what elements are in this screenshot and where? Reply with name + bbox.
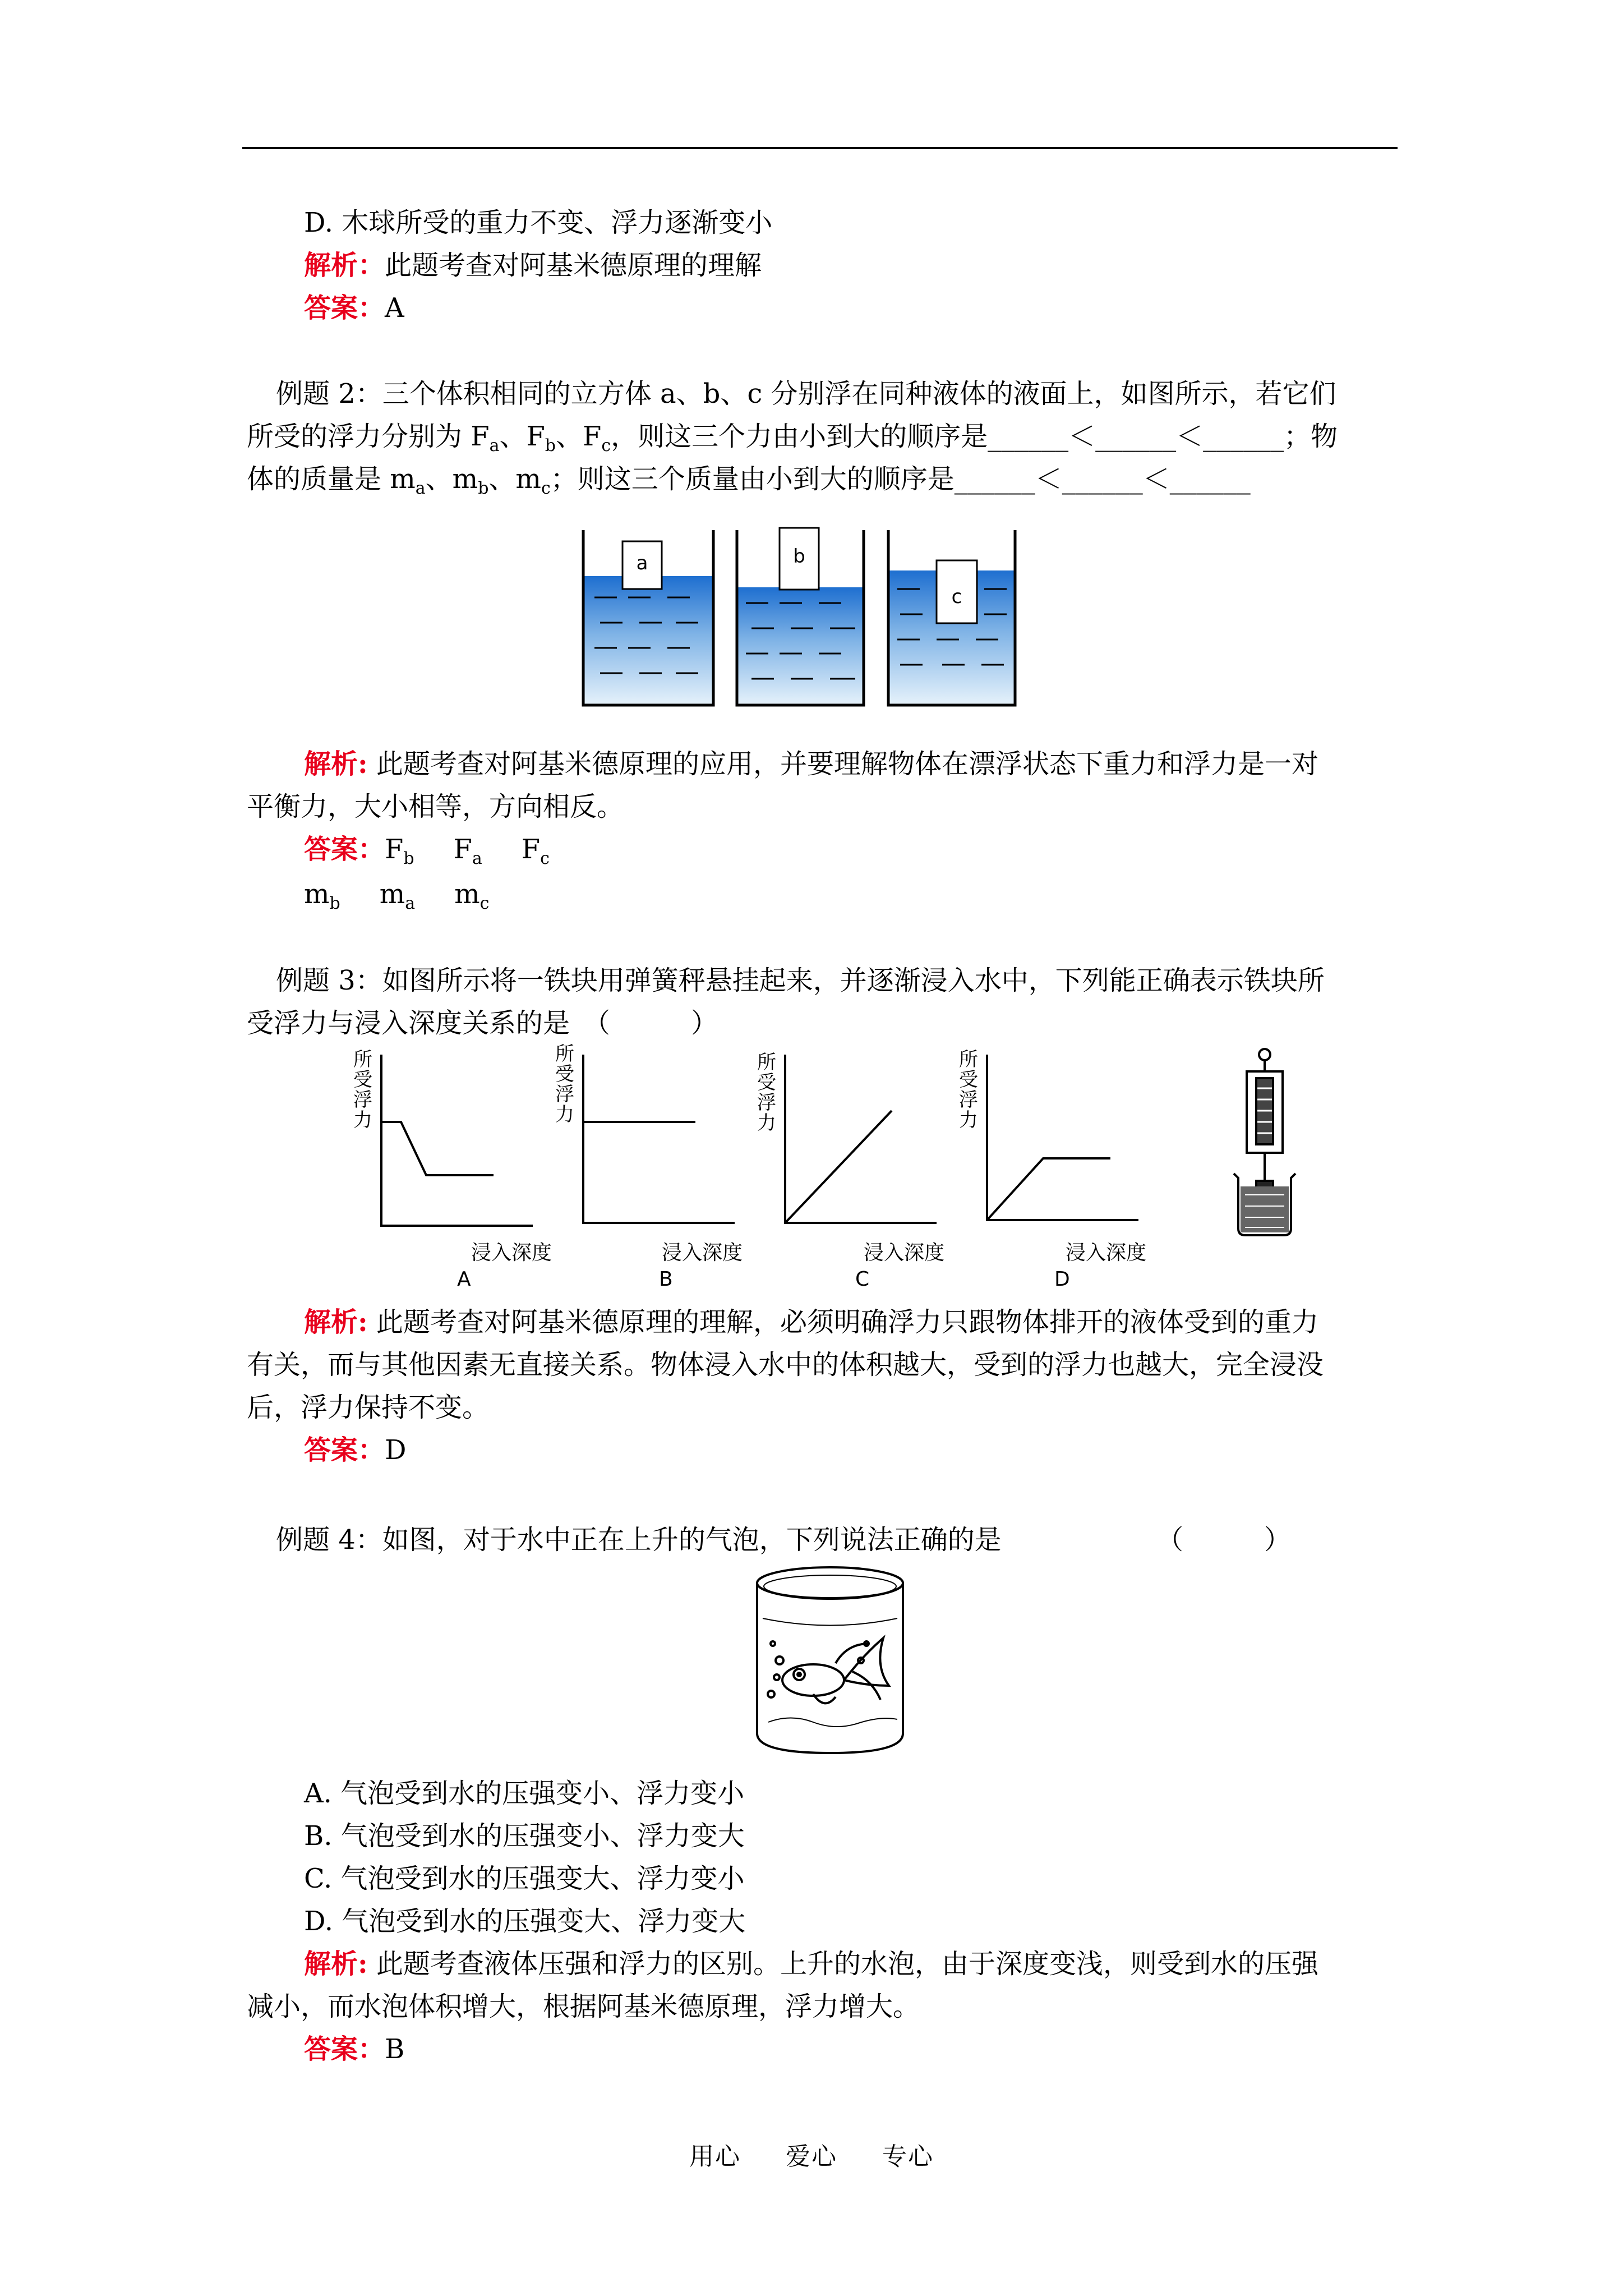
text: 体的质量是 m [247,463,416,495]
x-axis-label: 浸入深度 [864,1241,945,1264]
graphs-figure [331,1043,1385,1296]
text: F [453,834,472,865]
subscript: a [415,478,426,498]
x-axis-label: 浸入深度 [471,1241,552,1264]
text: 、F [499,421,545,452]
q1-analysis [304,247,762,283]
q4-option-b: B. 气泡受到水的压强变小、浮力变大 [304,1820,745,1852]
q3-analysis-line2: 有关，而与其他因素无直接关系。物体浸入水中的体积越大，受到的浮力也越大，完全浸没 [247,1349,1324,1381]
y-labels [353,1043,978,1134]
q2-analysis-line2: 平衡力，大小相等，方向相反。 [247,791,624,822]
text: 、m [425,463,478,495]
subscript: a [472,849,482,868]
q2-answer-f [304,831,550,877]
cube-label: a [636,552,648,574]
q2-answer-m [304,876,489,922]
footer-text: 用心 [689,2142,741,2171]
q3-analysis-line1 [304,1304,1318,1340]
text: F [385,834,404,865]
q4-option-c: C. 气泡受到水的压强变大、浮力变小 [304,1863,745,1894]
answer-value: A [385,292,404,324]
x-axis-label: 浸入深度 [1066,1241,1147,1264]
graph-d [987,1055,1138,1220]
q4-option-d: D. 气泡受到水的压强变大、浮力变大 [304,1906,746,1937]
text: m [304,878,330,910]
q3-answer [304,1432,407,1468]
text: F [521,834,541,865]
analysis-colon: : [358,748,368,780]
analysis-colon: : [358,1948,368,1980]
answer-value: B [385,2033,405,2065]
beaker-b [737,528,864,705]
cube-label: b [793,545,805,568]
q3-analysis-line3: 后，浮力保持不变。 [247,1392,490,1423]
q2-line2 [247,418,1338,464]
subscript: b [545,436,556,455]
y-axis-label: 所受浮力 [353,1048,372,1131]
graph-c [785,1055,937,1223]
q4-option-a: A. 气泡受到水的压强变小、浮力变小 [304,1778,745,1809]
answer-label: 答案： [304,292,385,324]
subscript: c [540,849,550,868]
analysis-text: 此题考查液体压强和浮力的区别。上升的水泡，由于深度变浅，则受到水的压强 [367,1948,1318,1980]
subscript: c [601,436,611,455]
q2-analysis-line1 [304,746,1318,782]
analysis-text: 此题考查对阿基米德原理的应用，并要理解物体在漂浮状态下重力和浮力是一对 [367,748,1318,780]
q1-answer [304,290,404,326]
q3-line2: 受浮力与浸入深度关系的是 （ ） [247,1007,718,1039]
spring-scale-icon [1234,1049,1295,1235]
q4-analysis-line1 [304,1946,1318,1982]
text: 所受的浮力分别为 F [247,421,490,452]
analysis-colon: : [358,1306,368,1338]
analysis-text: 此题考查对阿基米德原理的理解，必须明确浮力只跟物体排开的液体受到的重力 [367,1306,1318,1338]
y-axis-label: 所受浮力 [555,1043,574,1126]
subscript: b [403,849,414,868]
graph-letter: C [855,1268,870,1291]
footer-text: 专心 [882,2142,934,2171]
graph-letter: D [1054,1268,1070,1291]
page-footer [0,2136,1623,2172]
text: 、m [488,463,541,495]
answer-value: D [385,1434,407,1466]
text: ；则这三个质量由小到大的顺序是______＜______＜______ [550,463,1251,495]
fishbowl-figure [746,1559,914,1767]
header-rule [242,147,1398,149]
text: 、F [556,421,602,452]
text: ，则这三个力由小到大的顺序是______＜______＜______；物 [611,421,1338,452]
y-axis-label: 所受浮力 [757,1051,776,1134]
beakers-figure [578,524,1026,710]
x-axis-label: 浸入深度 [662,1241,743,1264]
subscript: c [479,894,490,913]
subscript: b [329,894,340,913]
answer-label: 答案： [304,1434,385,1466]
beaker-c [888,530,1015,705]
q4-line1: 例题 4：如图，对于水中正在上升的气泡，下列说法正确的是 [276,1524,1002,1556]
analysis-label: 解析： [304,250,385,281]
text: m [379,878,405,910]
q1-option-d: D. 木球所受的重力不变、浮力逐渐变小 [304,207,773,238]
answer-label: 答案： [304,2033,385,2065]
q2-line1: 例题 2：三个体积相同的立方体 a、b、c 分别浮在同种液体的液面上，如图所示，若它们 [276,378,1336,409]
graph-a [381,1055,533,1226]
analysis-label: 解析 [304,748,358,780]
analysis-label: 解析 [304,1948,358,1980]
footer-text: 爱心 [786,2142,837,2171]
subscript: c [541,478,551,498]
y-axis-label: 所受浮力 [959,1048,978,1131]
cube-label: c [951,586,962,608]
subscript: a [489,436,500,455]
q4-bracket: （ ） [1156,1524,1292,1556]
q4-answer [304,2031,404,2067]
analysis-label: 解析 [304,1306,358,1338]
answer-label: 答案： [304,834,385,865]
graph-letter: A [457,1268,471,1291]
graph-letter: B [659,1268,673,1291]
graph-b [583,1055,735,1223]
q4-analysis-line2: 减小，而水泡体积增大，根据阿基米德原理，浮力增大。 [247,1991,920,2022]
subscript: b [478,478,489,498]
beaker-a [583,530,713,705]
q3-line1: 例题 3：如图所示将一铁块用弹簧秤悬挂起来，并逐渐浸入水中，下列能正确表示铁块所 [276,965,1325,996]
text: m [454,878,480,910]
subscript: a [405,894,416,913]
q2-line3 [247,461,1251,507]
analysis-text: 此题考查对阿基米德原理的理解 [385,250,762,281]
